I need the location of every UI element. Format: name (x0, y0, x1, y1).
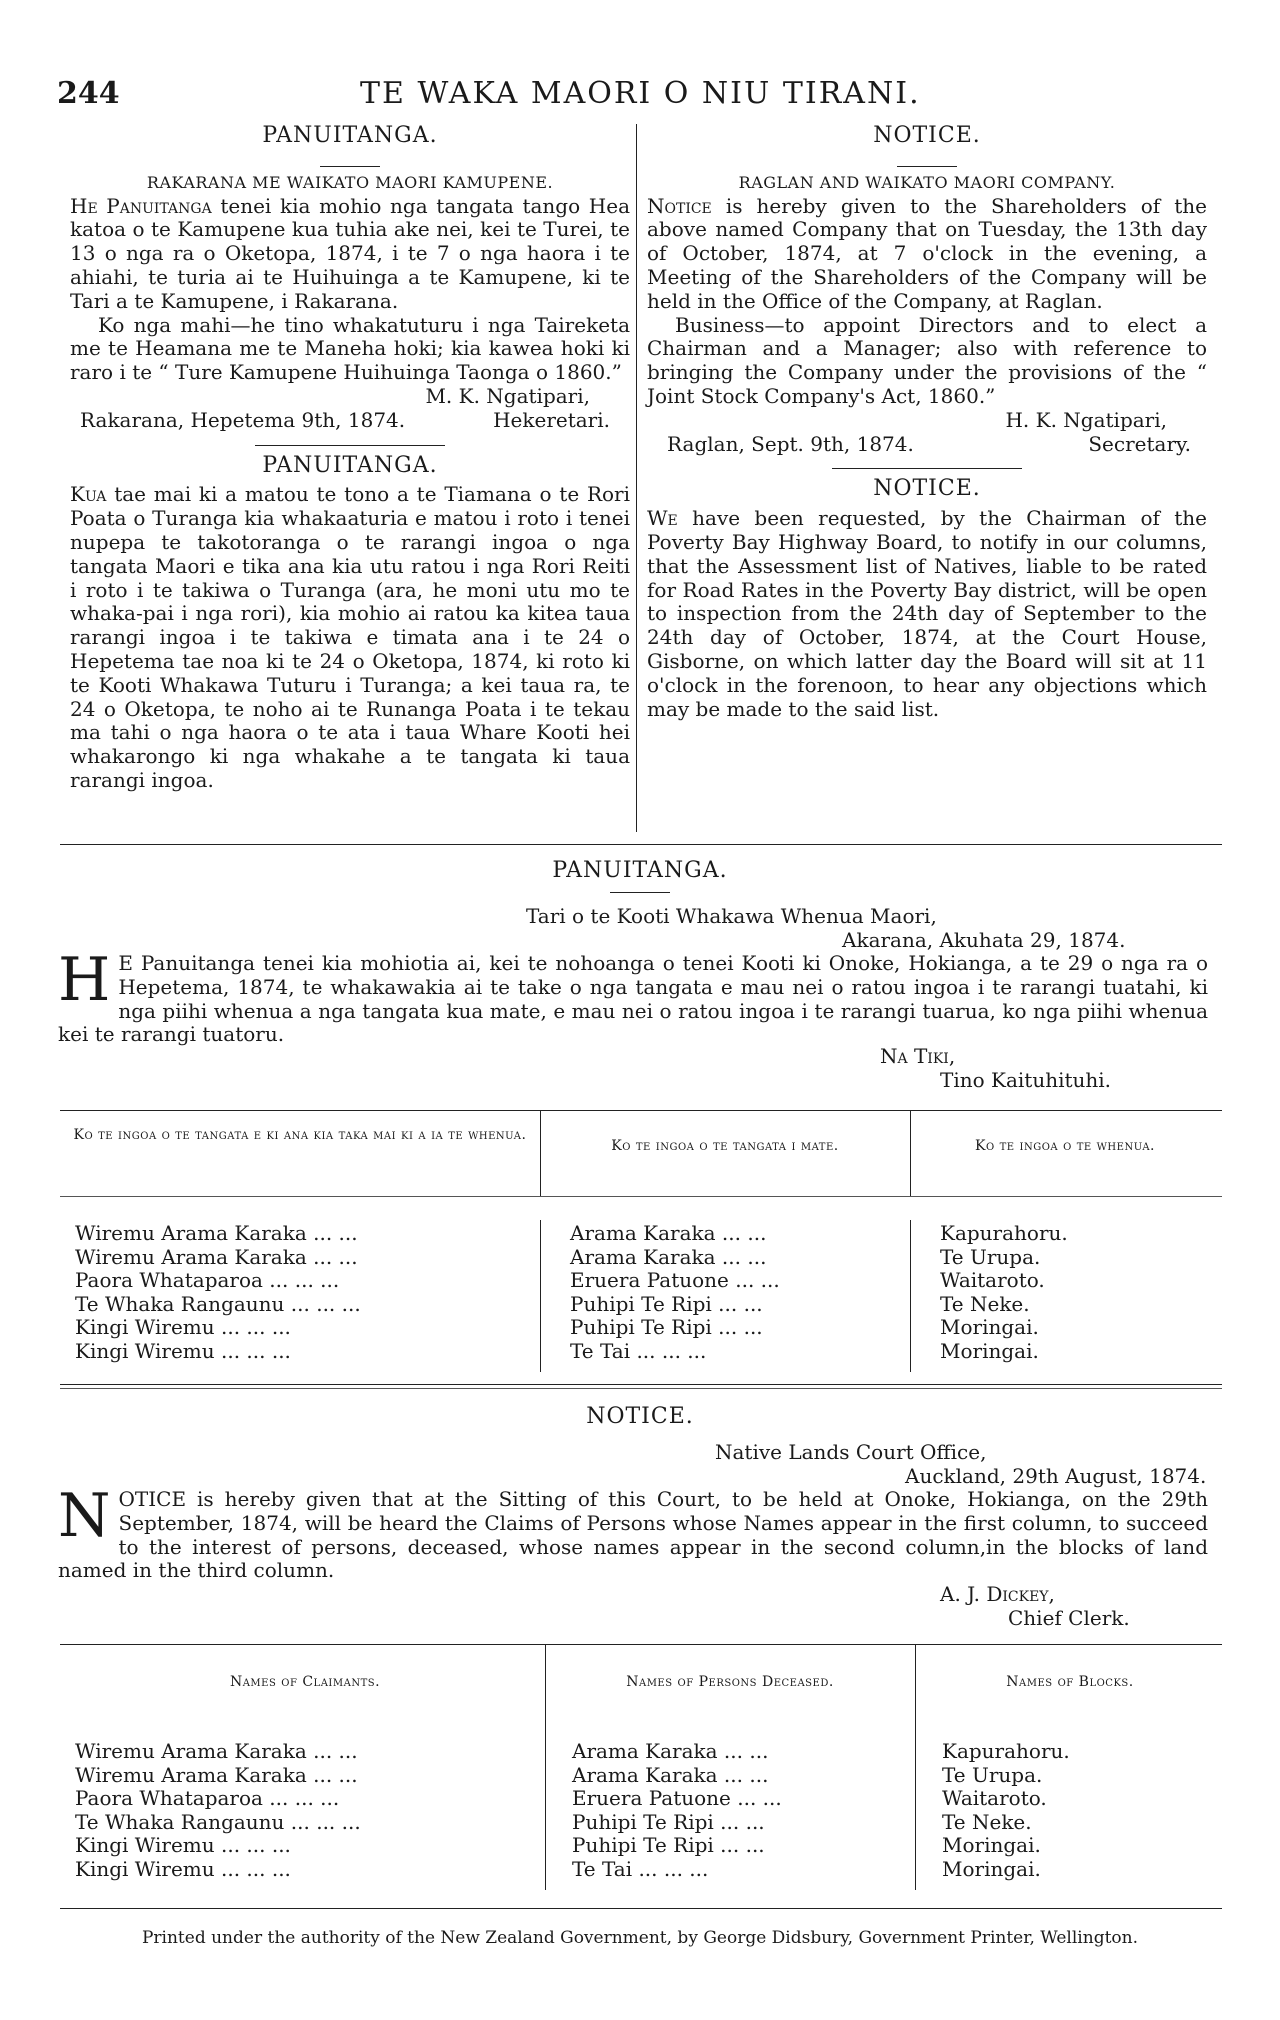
table-column-blocks (942, 1740, 1212, 1882)
signature-name: A. J. Dickey, (940, 1582, 1055, 1606)
table-header-deceased: Ko te ingoa o te tangata i mate. (611, 1138, 839, 1154)
right-column (647, 124, 1207, 721)
table-cell: Paora Whataparoa ... ... ... (75, 1268, 340, 1293)
table-cell: Eruera Patuone ... ... (572, 1786, 782, 1811)
table-cell: Eruera Patuone ... ... (570, 1268, 780, 1293)
table-cell: Te Whaka Rangaunu ... ... ... (75, 1291, 361, 1316)
table-cell: Te Tai ... ... ... (572, 1856, 709, 1881)
notice-heading: NOTICE. (873, 123, 981, 148)
table-header-blocks: Names of Blocks. (1006, 1674, 1134, 1690)
section-rule (60, 1384, 1222, 1385)
notice-paragraph (647, 195, 1207, 314)
paragraph-text: have been requested, by the Chairman of the Poverty Bay Highway Board, to notify in our columns, that the Assessment list of Natives, liable to be rated for Road Rates in the Poverty Bay district, will be open to inspection from the 24th day of September to the 24th day of October, 1874, at the Court House, Gisborne, on which latter day the Board will sit at 11 o'clock in the forenoon, to hear any objections which may be made to the said list. (647, 506, 1207, 721)
table-cell: Moringai. (942, 1833, 1041, 1858)
table-cell: Arama Karaka ... ... (570, 1244, 767, 1269)
table-cell: Wiremu Arama Karaka ... ... (75, 1762, 358, 1787)
table-cell: Moringai. (940, 1315, 1039, 1340)
table-header-claimants: Names of Claimants. (229, 1674, 381, 1690)
notice-heading: PANUITANGA. (262, 123, 438, 148)
table-cell: Waitaroto. (940, 1268, 1045, 1293)
table-cell: Kingi Wiremu ... ... ... (75, 1856, 291, 1881)
signature-row (70, 409, 630, 433)
notice-paragraph (70, 195, 630, 314)
table-cell: Kingi Wiremu ... ... ... (75, 1833, 291, 1858)
divider (897, 166, 957, 167)
signature-row (647, 433, 1207, 457)
table-cell: Moringai. (942, 1856, 1041, 1881)
table-column-rule (910, 1220, 911, 1372)
court-office: Native Lands Court Office, (715, 1440, 987, 1464)
table-top-rule (60, 1110, 1222, 1111)
table-column-rule (545, 1644, 546, 1890)
table-cell: Wiremu Arama Karaka ... ... (75, 1244, 358, 1269)
table-cell: Paora Whataparoa ... ... ... (75, 1786, 340, 1811)
section-rule (60, 844, 1222, 845)
table-cell: Puhipi Te Ripi ... ... (570, 1291, 763, 1316)
section-heading: PANUITANGA. (552, 858, 728, 883)
body-text: ra o Hepetema, 1874, te whakawakia ai te take o nga tangata e mau nei o ratou ingoa i te rarangi tuatahi, ki nga piihi whenua a nga tangata kua mate, e mau nei o ratou ingoa i te rarangi tuarua, ko nga piihi whenua kei te rarangi tuatoru. (58, 951, 1209, 1047)
paragraph-text: tenei kia mohio nga tangata tango Hea katoa o te Kamupene kua tuhia ake nei, kei te Turei, te 13 o nga ra o Oketopa, 1874, i te 7 o nga haora i te ahiahi, te turia ai te Huihuinga a te Kamupene, ki te Tari a te Kamupene, i Rakarana. (70, 193, 630, 313)
lead-words: We (647, 506, 678, 531)
drop-cap: H (58, 945, 111, 1015)
table-cell: Puhipi Te Ripi ... ... (570, 1315, 763, 1340)
table-cell: Arama Karaka ... ... (570, 1221, 767, 1245)
notice-paragraph (647, 507, 1207, 721)
table-cell: Te Tai ... ... ... (570, 1338, 707, 1363)
page-title: TE WAKA MAORI O NIU TIRANI. (360, 76, 921, 111)
signature-role: Hekeretari. (493, 407, 610, 432)
body-text: September, 1874, will be heard the Claims of Persons whose Names appear in the first column, to succeed to the interest of persons, deceased, whose names appear in the second column,in the blocks of land named in the third column. (58, 1510, 1208, 1583)
left-column (70, 124, 630, 793)
signature-name: Na Tiki, (880, 1044, 956, 1068)
column-divider (636, 124, 637, 832)
table-header-deceased: Names of Persons Deceased. (626, 1674, 834, 1690)
signature (940, 1582, 1055, 1606)
notice-paragraph (70, 483, 630, 792)
notice-paragraph: Ko nga mahi—he tino whakatuturu i nga Taireketa me te Heamana me te Maneha hoki; kia kawea hoki ki raro i te “ Ture Kamupene Huihuinga Taonga o 1860.” (70, 312, 630, 385)
signature-role: Tino Kaituhituhi. (940, 1068, 1112, 1092)
table-cell: Puhipi Te Ripi ... ... (572, 1833, 765, 1858)
table-cell: Wiremu Arama Karaka ... ... (75, 1221, 358, 1245)
notice-date: Auckland, 29th August, 1874. (905, 1464, 1207, 1488)
page-number: 244 (57, 76, 120, 111)
section-rule (60, 1388, 1222, 1389)
printer-imprint: Printed under the authority of the New Zealand Government, by George Didsbury, Government Printer, Wellington. (141, 1928, 1138, 1948)
table-header-rule (60, 1196, 1222, 1197)
table-column-rule (540, 1110, 541, 1196)
lead-words: He Panuitanga (70, 193, 212, 218)
signature (880, 1044, 955, 1068)
table-column-deceased (570, 1222, 900, 1364)
notice-body (58, 1481, 1208, 1583)
table-cell: Puhipi Te Ripi ... ... (572, 1809, 765, 1834)
table-column-blocks (940, 1222, 1210, 1364)
lead-words: Notice (647, 193, 712, 218)
first-line: OTICE is hereby given that at the Sitting of this Court, to be held at Onoke, Hokianga, on the 29th (118, 1487, 1208, 1511)
paragraph-text: is hereby given to the Shareholders of the above named Company that on Tuesday, the 13th day of October, 1874, at 7 o'clock in the evening, a Meeting of the Shareholders of the Company will be held in the Office of the Company, at Raglan. (647, 193, 1208, 313)
footer-rule (60, 1908, 1222, 1909)
table-cell: Te Neke. (942, 1809, 1032, 1834)
lead-words: Kua (70, 482, 107, 507)
first-line: E Panuitanga tenei kia mohiotia ai, kei te nohoanga o tenei Kooti ki Onoke, Hokianga, a te 29 o nga (118, 951, 1159, 975)
table-cell: Arama Karaka ... ... (572, 1739, 769, 1763)
divider (832, 468, 1022, 469)
table-cell: Kapurahoru. (942, 1739, 1070, 1763)
notice-paragraph: Business—to appoint Directors and to elect a Chairman and a Manager; also with reference to bringing the Company under the provisions of the “ Joint Stock Company's Act, 1860.” (647, 312, 1207, 408)
notice-body (58, 945, 1209, 1047)
signature-role: Secretary. (1088, 431, 1191, 456)
notice-subheading: RAGLAN AND WAIKATO MAORI COMPANY. (738, 172, 1116, 192)
divider (610, 892, 670, 893)
table-cell: Kingi Wiremu ... ... ... (75, 1315, 291, 1340)
table-cell: Te Urupa. (940, 1244, 1041, 1269)
table-column-claimants (75, 1222, 535, 1364)
notice-subheading: RAKARANA ME WAIKATO MAORI KAMUPENE. (146, 172, 554, 192)
table-cell: Waitaroto. (942, 1786, 1047, 1811)
divider (255, 445, 445, 446)
signature-role: Chief Clerk. (1008, 1606, 1130, 1630)
table-column-claimants (75, 1740, 540, 1882)
table-column-rule (540, 1220, 541, 1372)
table-cell: Arama Karaka ... ... (572, 1762, 769, 1787)
court-office: Tari o te Kooti Whakawa Whenua Maori, (526, 904, 937, 928)
notice-heading: PANUITANGA. (262, 452, 438, 478)
table-header-blocks: Ko te ingoa o te whenua. (975, 1138, 1155, 1154)
table-top-rule (60, 1644, 1222, 1645)
table-cell: Te Neke. (940, 1291, 1030, 1316)
divider (320, 166, 380, 167)
signature: M. K. Ngatipari, (425, 383, 590, 408)
place-date: Raglan, Sept. 9th, 1874. (667, 431, 914, 456)
signature: H. K. Ngatipari, (1005, 407, 1167, 432)
notice-date: Akarana, Akuhata 29, 1874. (842, 928, 1126, 952)
table-cell: Kingi Wiremu ... ... ... (75, 1338, 291, 1363)
table-column-rule (915, 1644, 916, 1890)
notice-heading: NOTICE. (873, 476, 981, 502)
table-cell: Kapurahoru. (940, 1221, 1068, 1245)
table-cell: Te Urupa. (942, 1762, 1043, 1787)
table-cell: Te Whaka Rangaunu ... ... ... (75, 1809, 361, 1834)
table-column-rule (910, 1110, 911, 1196)
table-cell: Moringai. (940, 1338, 1039, 1363)
section-heading: NOTICE. (586, 1404, 694, 1429)
paragraph-text: tae mai ki a matou te tono a te Tiamana o te Rori Poata o Turanga kia whakaaturia e matou i roto i tenei nupepa te takotoranga o te rarangi ingoa o nga tangata Maori e tika ana kia utu ratou i nga Rori Reiti i roto i te takiwa o Turanga (ara, he moni utu mo te whaka-pai i nga rori), kia mohio ai ratou ka kitea taua rarangi ingoa i te takiwa e timata ana i te 24 o Hepetema tae noa ki te 24 o Oketopa, 1874, ki roto ki te Kooti Whakawa Tuturu i Turanga; a kei taua ra, te 24 o Oketopa, te noho ai te Runanga Poata i te tekau ma tahi o nga haora o te ata i taua Whare Kooti hei whakarongo ki nga whakahe a te tangata ki taua rarangi ingoa. (70, 482, 631, 792)
table-cell: Wiremu Arama Karaka ... ... (75, 1739, 358, 1763)
place-date: Rakarana, Hepetema 9th, 1874. (80, 407, 406, 432)
table-header-claimants: Ko te ingoa o te tangata e ki ana kia taka mai ki a ia te whenua. (73, 1127, 527, 1143)
drop-cap: N (58, 1481, 111, 1551)
table-column-deceased (572, 1740, 907, 1882)
